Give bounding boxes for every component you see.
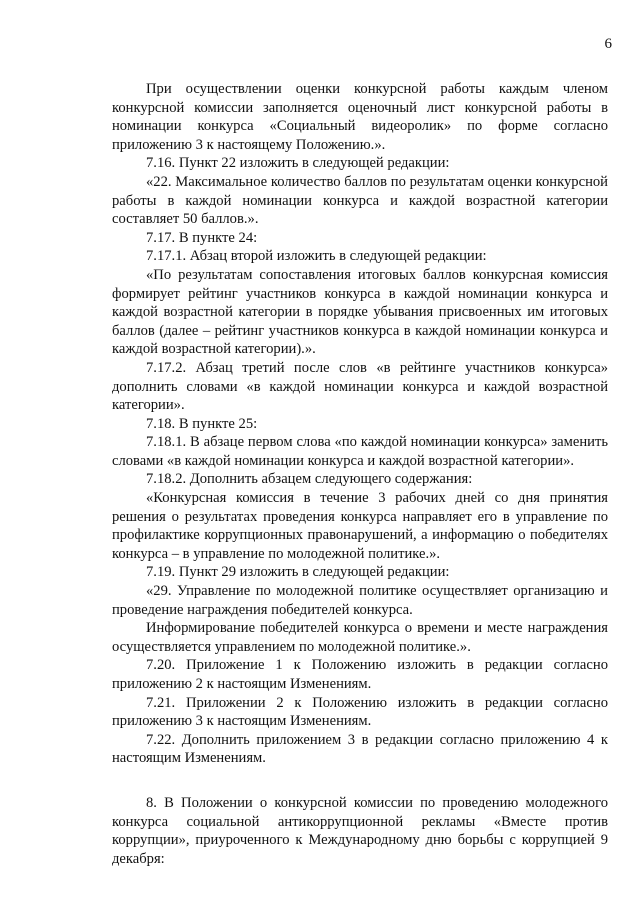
paragraph-section-8: 8. В Положении о конкурсной комиссии по проведению молодежного конкурса социальной антикоррупционной рекламы «Вместе против коррупции», приуроченного к Международному дню борьбы с коррупцией 9 декабря: — [112, 794, 608, 867]
paragraph-winners-notification: Информирование победителей конкурса о времени и месте награждения осуществляется управлением по молодежной политике.». — [112, 620, 608, 655]
paragraph-7-20: 7.20. Приложение 1 к Положению изложить в редакции согласно приложению 2 к настоящим Изменениям. — [112, 657, 608, 692]
paragraph-7-18-2: 7.18.2. Дополнить абзацем следующего содержания: — [146, 471, 473, 488]
document-body — [112, 80, 608, 868]
paragraph-7-22: 7.22. Дополнить приложением 3 в редакции согласно приложению 4 к настоящим Изменениям. — [112, 731, 608, 767]
paragraph-clause-29: «29. Управление по молодежной политике осуществляет организацию и проведение награждения победителей конкурса. — [112, 583, 608, 618]
paragraph-7-17: 7.17. В пункте 24: — [146, 229, 258, 246]
paragraph-7-18: 7.18. В пункте 25: — [146, 415, 258, 432]
paragraph-7-19: 7.19. Пункт 29 изложить в следующей редакции: — [146, 564, 450, 581]
paragraph-clause-22: «22. Максимальное количество баллов по результатам оценки конкурсной работы в каждой номинации конкурса и каждой возрастной категории составляет 50 баллов.». — [112, 173, 608, 228]
paragraph-commission-decision: «Конкурсная комиссия в течение 3 рабочих дней со дня принятия решения о результатах проведения конкурса направляет его в управление по профилактике коррупционных правонарушений, а информацию о победителях конкурса – в управление по молодежной политике.». — [112, 490, 608, 562]
page-number: 6 — [604, 36, 612, 52]
paragraph-7-21: 7.21. Приложении 2 к Положению изложить в редакции согласно приложению 3 к настоящим Изменениям. — [112, 694, 608, 730]
paragraph-7-18-1: 7.18.1. В абзаце первом слова «по каждой номинации конкурса» заменить словами «в каждой номинации конкурса и каждой возрастной категории». — [112, 434, 608, 469]
paragraph-rating-text: «По результатам сопоставления итоговых баллов конкурсная комиссия формирует рейтинг участников конкурса в каждой номинации конкурса и каждой возрастной категории в порядке убывания присвоенных им итоговых баллов (далее – рейтинг участников конкурса в каждой номинации конкурса и каждой возрастной категории).». — [112, 266, 608, 358]
paragraph-7-17-1: 7.17.1. Абзац второй изложить в следующей редакции: — [146, 248, 487, 265]
paragraph-7-17-2: 7.17.2. Абзац третий после слов «в рейтинге участников конкурса» дополнить словами «в каждой номинации конкурса и каждой возрастной категории». — [112, 359, 608, 414]
paragraph-evaluation-sheet: При осуществлении оценки конкурсной работы каждым членом конкурсной комиссии заполняется оценочный лист конкурсной работы в номинации конкурса «Социальный видеоролик» по форме согласно приложению 3 к настоящему Положению.». — [112, 81, 608, 153]
paragraph-7-16: 7.16. Пункт 22 изложить в следующей редакции: — [146, 155, 450, 172]
